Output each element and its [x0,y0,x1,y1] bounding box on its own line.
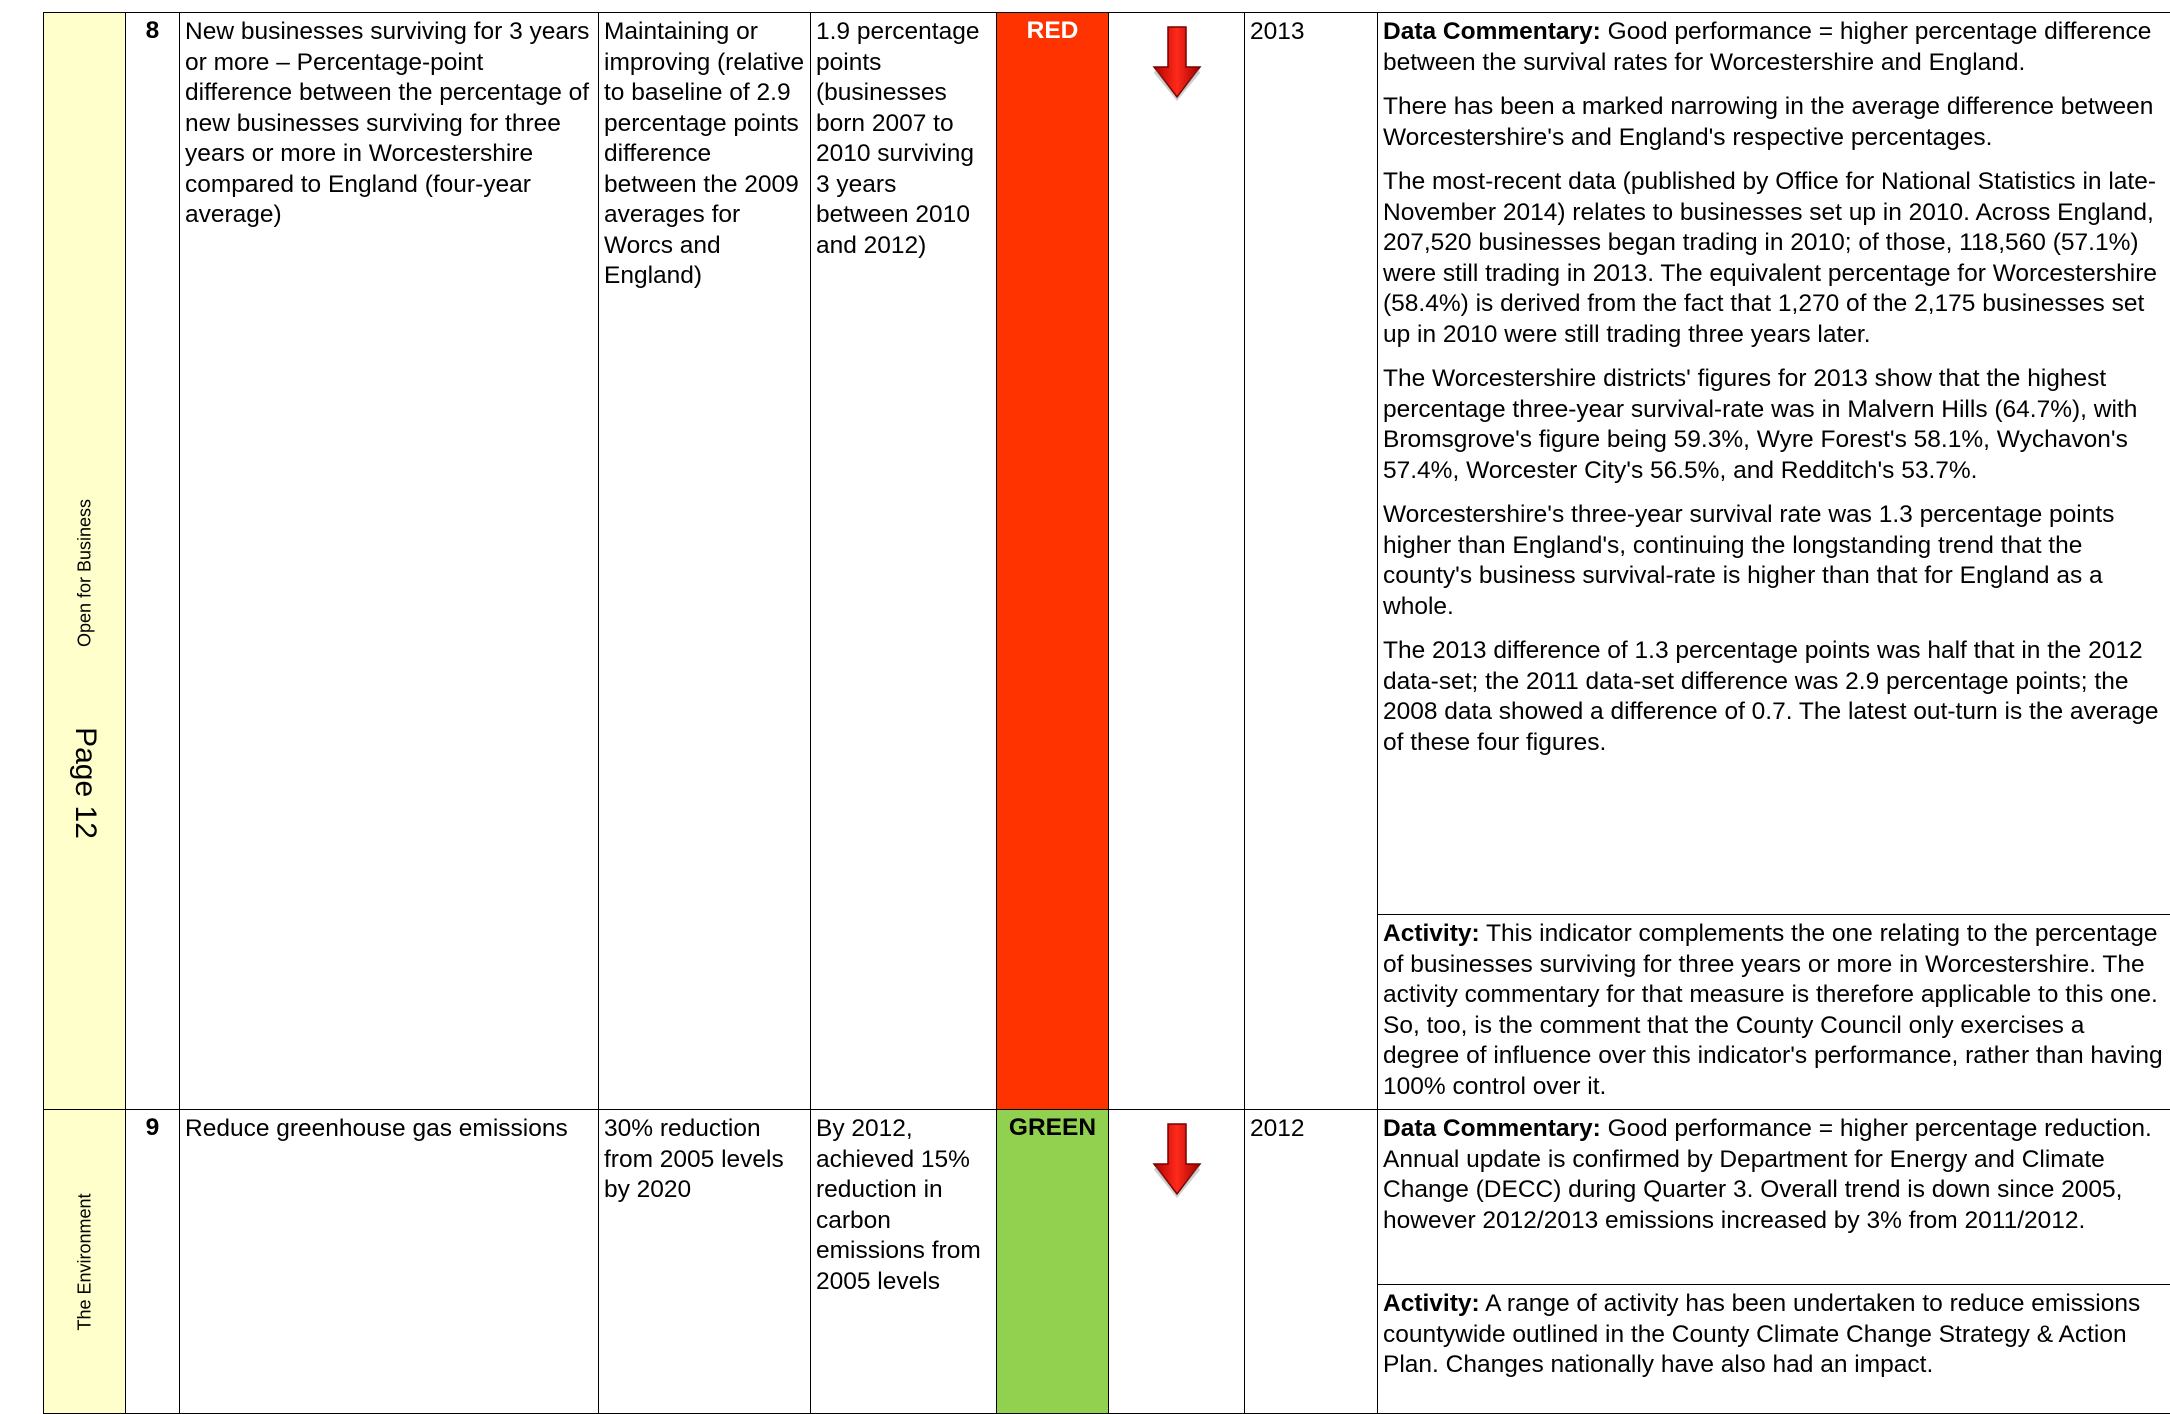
activity-cell [1377,1284,2170,1414]
activity-cell [1377,914,2170,1110]
theme-label: Open for Business [74,498,94,648]
trend-cell [1108,12,1245,1110]
data-commentary-p1: Data Commentary: Good performance = higher percentage difference between the survival rates for Worcestershire and England. [1383,18,2152,76]
theme-cell-the-environment [43,1109,126,1414]
measure-description: New businesses surviving for 3 years or more – Percentage-point difference between the percentage of new businesses surviving for three years or more in Worcestershire compared to England (four-year average) [179,12,599,1110]
data-commentary-cell [1377,1109,2170,1285]
status-cell-green [996,1109,1109,1414]
data-commentary-p3: The most-recent data (published by Office for National Statistics in late-November 2014) relates to businesses set up in 2010. Across England, 207,520 businesses began trading in 2010; of those, 118,560 (57.1%) were still trading in 2013. The equivalent percentage for Worcestershire (58.4%) is derived from the fact that 1,270 of the 2,175 businesses set up in 2010 were still trading three years later. [1383,168,2157,348]
red-down-arrow-icon [1152,25,1202,101]
year-text: 2013 [1244,12,1378,1110]
status-label: GREEN [1008,1114,1097,1141]
activity-text: This indicator complements the one relating to the percentage of businesses surviving for three years or more in Worcestershire. The activity commentary for that measure is therefore applicable to this one. So, too, is the comment that the County Council only exercises a degree of influence over this indicator's performance, rather than having 100% control over it. [1383,920,2163,1100]
activity-label: Activity: [1383,1290,1480,1317]
trend-cell [1108,1109,1245,1414]
red-down-arrow-icon [1152,1122,1202,1198]
theme-cell-open-for-business [43,12,126,1110]
latest-outturn-text: 1.9 percentage points (businesses born 2007 to 2010 surviving 3 years between 2010 and 2012) [810,12,997,1110]
data-commentary-p5: Worcestershire's three-year survival rate was 1.3 percentage points higher than England's, continuing the longstanding trend that the county's business survival-rate is higher than that for England as a whole. [1383,501,2115,620]
theme-label: The Environment [74,1192,94,1331]
data-commentary-p1: Good performance = higher percentage reduction. Annual update is confirmed by Department for Energy and Climate Change (DECC) during Quarter 3. Overall trend is down since 2005, however 2012/2013 emissions increased by 3% from 2011/2012. [1383,1115,2152,1234]
status-label: RED [1026,17,1079,44]
data-commentary-label: Data Commentary: [1383,1115,1601,1142]
row-number: 9 [125,1109,180,1414]
row-number: 8 [125,12,180,1110]
data-commentary-p2: There has been a marked narrowing in the average difference between Worcestershire's and England's respective percentages. [1383,93,2154,151]
status-cell-red [996,12,1109,1110]
year-text: 2012 [1244,1109,1378,1414]
data-commentary-p4: The Worcestershire districts' figures for 2013 show that the highest percentage three-year survival-rate was in Malvern Hills (64.7%), with Bromsgrove's figure being 59.3%, Wyre Forest's 58.1%, Wychavon's 57.4%, Worcester City's 56.5%, and Redditch's 53.7%. [1383,365,2138,484]
page-number-label: Page 12 [68,727,102,839]
latest-outturn-text: By 2012, achieved 15% reduction in carbon emissions from 2005 levels [810,1109,997,1414]
target-text: Maintaining or improving (relative to baseline of 2.9 percentage points difference between the 2009 averages for Worcs and England) [598,12,811,1110]
data-commentary-p6: The 2013 difference of 1.3 percentage points was half that in the 2012 data-set; the 2011 data-set difference was 2.9 percentage points; the 2008 data showed a difference of 0.7. The latest out-turn is the average of these four figures. [1383,637,2159,756]
data-commentary-label: Data Commentary: [1383,18,1601,45]
data-commentary-cell [1377,12,2170,915]
target-text: 30% reduction from 2005 levels by 2020 [598,1109,811,1414]
activity-label: Activity: [1383,920,1480,947]
measure-description: Reduce greenhouse gas emissions [179,1109,599,1414]
activity-text: A range of activity has been undertaken to reduce emissions countywide outlined in the County Climate Change Strategy & Action Plan. Changes nationally have also had an impact. [1383,1290,2141,1378]
